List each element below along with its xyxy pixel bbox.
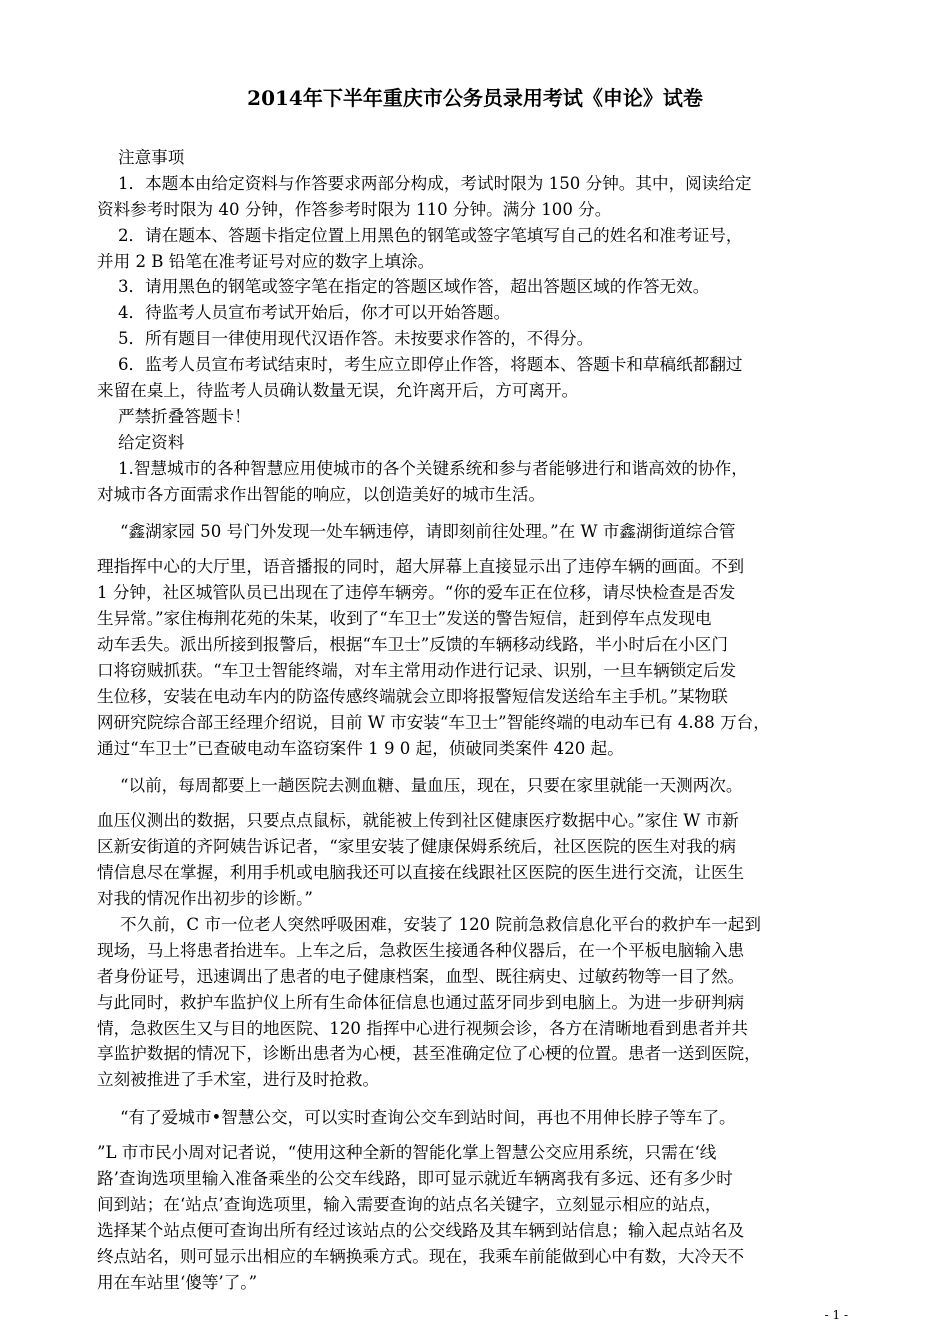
notice-item-2-cont: 并用 2 B 铅笔在准考证号对应的数字上填涂。 xyxy=(97,251,435,271)
para4-line: 路’查询选项里输入准备乘坐的公交车线路，即可显示就近车辆离我有多远、还有多少时 xyxy=(97,1168,733,1188)
para1-line: 1 分钟，社区城管队员已出现在了违停车辆旁。“你的爱车正在位移，请尽快检查是否发 xyxy=(97,583,736,603)
para1-line: 生异常。”家住梅荆花苑的朱某，收到了“车卫士”发送的警告短信，赶到停车点发现电 xyxy=(97,609,712,629)
para3-line: 不久前，C 市一位老人突然呼吸困难，安装了 120 院前急救信息化平台的救护车一起到 xyxy=(120,914,761,934)
materials-intro-line: 1.智慧城市的各种智慧应用使城市的各个关键系统和参与者能够进行和谐高效的协作， xyxy=(118,458,748,478)
para2-line: 血压仪测出的数据，只要点点鼠标，就能被上传到社区健康医疗数据中心。”家住 W 市新 xyxy=(97,811,739,831)
notice-item-6-cont: 来留在桌上，待监考人员确认数量无误，允许离开后，方可离开。 xyxy=(97,381,579,401)
document-body xyxy=(97,145,843,1295)
para4-first-line: “有了爱城市•智慧公交，可以实时查询公交车到站时间，再也不用伸长脖子等车了。 xyxy=(120,1108,736,1128)
para1-line: 口将窃贼抓获。“车卫士智能终端，对车主常用动作进行记录、识别，一旦车辆锁定后发 xyxy=(97,660,737,680)
para4-line: 间到站；在‘站点’查询选项里，输入需要查询的站点名关键字，立刻显示相应的站点， xyxy=(97,1194,722,1214)
para3-line: 享监护数据的情况下，诊断出患者为心梗，甚至准确定位了心梗的位置。患者一送到医院， xyxy=(97,1044,761,1064)
materials-heading: 给定资料 xyxy=(118,432,185,452)
notice-item-4: 4．待监考人员宣布考试开始后，你才可以开始答题。 xyxy=(118,303,511,323)
para3-line: 立刻被推进了手术室，进行及时抢救。 xyxy=(97,1070,380,1090)
page-number: - 1 - xyxy=(824,1308,848,1322)
notice-item-5: 5．所有题目一律使用现代汉语作答。未按要求作答的，不得分。 xyxy=(118,329,594,349)
notice-heading: 注意事项 xyxy=(118,148,185,167)
para1-line: 通过“车卫士”已查破电动车盗窃案件 1 9 0 起，侦破同类案件 420 起。 xyxy=(97,738,624,758)
para1-line: 动车丢失。派出所接到报警后，根据“车卫士”反馈的车辆移动线路，半小时后在小区门 xyxy=(97,635,728,655)
para2-line: 区新安街道的齐阿姨告诉记者，“家里安装了健康保姆系统后，社区医院的医生对我的病 xyxy=(97,837,737,857)
para3-line: 现场，马上将患者抬进车。上车之后，急救医生接通各种仪器后，在一个平板电脑输入患 xyxy=(97,940,745,960)
notice-item-6: 6．监考人员宣布考试结束时，考生应立即停止作答，将题本、答题卡和草稿纸都翻过 xyxy=(118,355,743,375)
notice-warning: 严禁折叠答题卡！ xyxy=(118,406,251,426)
notice-item-1-cont: 资料参考时限为 40 分钟，作答参考时限为 110 分钟。满分 100 分。 xyxy=(97,199,612,219)
notice-item-3: 3．请用黑色的钢笔或签字笔在指定的答题区域作答，超出答题区域的作答无效。 xyxy=(118,277,710,297)
para3-line: 情，急救医生又与目的地医院、120 指挥中心进行视频会诊，各方在清晰地看到患者并共 xyxy=(97,1018,748,1038)
notice-item-2: 2．请在题本、答题卡指定位置上用黑色的钢笔或签字笔填写自己的姓名和准考证号， xyxy=(118,225,743,245)
para4-line: ”L 市市民小周对记者说，“使用这种全新的智能化掌上智慧公交应用系统，只需在‘线 xyxy=(97,1143,717,1163)
para3-line: 与此同时，救护车监护仪上所有生命体征信息也通过蓝牙同步到电脑上。为进一步研判病 xyxy=(97,992,745,1012)
para2-line: 情信息尽在掌握，利用手机或电脑我还可以直接在线跟社区医院的医生进行交流，让医生 xyxy=(97,863,745,883)
document-title: 2014年下半年重庆市公务员录用考试《申论》试卷 xyxy=(247,86,703,110)
materials-intro-line: 对城市各方面需求作出智能的响应，以创造美好的城市生活。 xyxy=(97,484,546,504)
para1-line: 生位移，安装在电动车内的防盗传感终端就会立即将报警短信发送给车主手机。”某物联 xyxy=(97,686,728,706)
para2-line: 对我的情况作出初步的诊断。” xyxy=(97,889,313,909)
para2-first-line: “以前，每周都要上一趟医院去测血糖、量血压，现在，只要在家里就能一天测两次。 xyxy=(120,776,743,796)
para4-line: 用在车站里‘傻等’了。” xyxy=(97,1272,258,1292)
para1-line: 理指挥中心的大厅里，语音播报的同时，超大屏幕上直接显示出了违停车辆的画面。不到 xyxy=(97,557,745,577)
notice-item-1: 1．本题本由给定资料与作答要求两部分构成，考试时限为 150 分钟。其中，阅读给定 xyxy=(118,173,752,193)
para4-line: 终点站名，则可显示出相应的车辆换乘方式。现在，我乘车前能做到心中有数，大冷天不 xyxy=(97,1246,745,1266)
para4-line: 选择某个站点便可查询出所有经过该站点的公交线路及其车辆到站信息；输入起点站名及 xyxy=(97,1220,745,1240)
para3-line: 者身份证号，迅速调出了患者的电子健康档案，血型、既往病史、过敏药物等一目了然。 xyxy=(97,966,745,986)
para1-line: 网研究院综合部王经理介绍说，目前 W 市安装“车卫士”智能终端的电动车已有 4.88 万台， xyxy=(97,712,770,732)
para1-first-line: “鑫湖家园 50 号门外发现一处车辆违停，请即刻前往处理。”在 W 市鑫湖街道综合管 xyxy=(120,522,736,542)
